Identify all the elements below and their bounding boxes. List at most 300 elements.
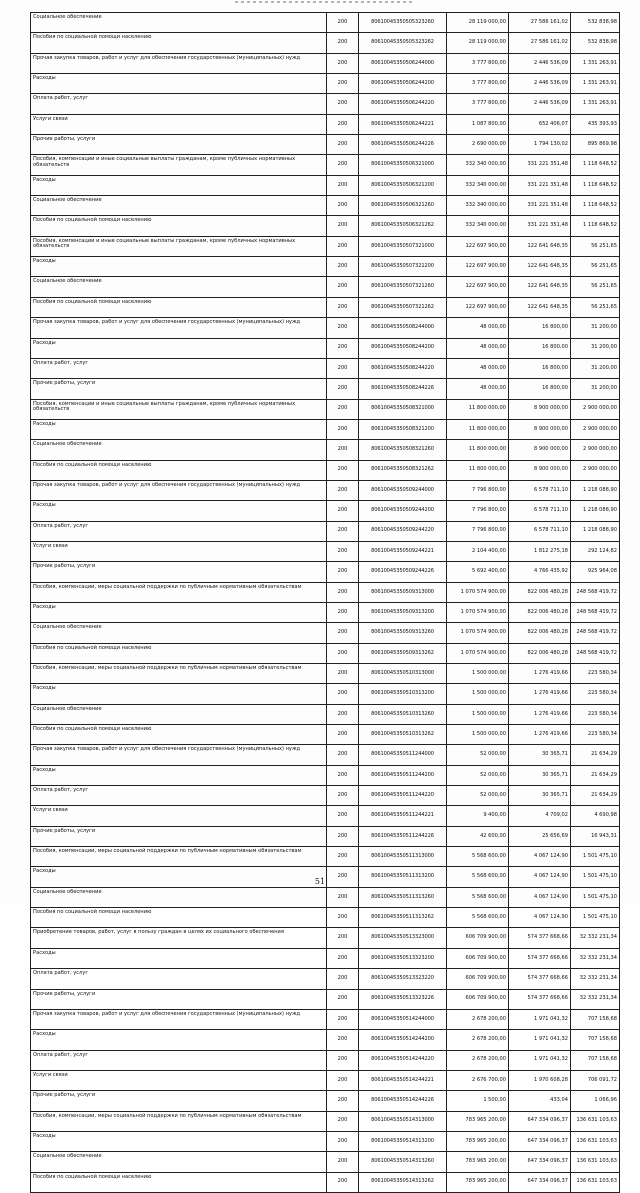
cell-unexecuted-amount: 136 631 103,63 bbox=[571, 1131, 620, 1151]
cell-budget-code: 80610045350508321200 bbox=[359, 419, 447, 439]
cell-executed-amount: 1 794 130,02 bbox=[509, 135, 571, 155]
cell-unexecuted-amount: 21 634,29 bbox=[571, 765, 620, 785]
cell-approved-amount: 2 676 700,00 bbox=[447, 1070, 509, 1090]
cell-budget-code: 80610045350511244221 bbox=[359, 806, 447, 826]
cell-executed-amount: 331 221 351,48 bbox=[509, 216, 571, 236]
cell-unexecuted-amount: 248 568 419,72 bbox=[571, 602, 620, 622]
cell-budget-code: 80610045350510313260 bbox=[359, 704, 447, 724]
cell-budget-code: 80610045350513323226 bbox=[359, 989, 447, 1009]
cell-approved-amount: 11 800 000,00 bbox=[447, 399, 509, 419]
cell-approved-amount: 52 000,00 bbox=[447, 786, 509, 806]
cell-admin-code: 200 bbox=[327, 806, 359, 826]
cell-budget-code: 80610045350506244221 bbox=[359, 114, 447, 134]
cell-executed-amount: 16 800,00 bbox=[509, 318, 571, 338]
cell-executed-amount: 574 377 668,66 bbox=[509, 948, 571, 968]
cell-unexecuted-amount: 532 838,98 bbox=[571, 33, 620, 53]
table-row bbox=[31, 684, 620, 704]
cell-budget-code: 80610045350514313200 bbox=[359, 1131, 447, 1151]
table-row bbox=[31, 928, 620, 948]
cell-name: Социальное обеспечение bbox=[31, 196, 327, 216]
cell-budget-code: 80610045350511244226 bbox=[359, 826, 447, 846]
cell-executed-amount: 4 709,02 bbox=[509, 806, 571, 826]
cell-unexecuted-amount: 707 158,68 bbox=[571, 1030, 620, 1050]
cell-name: Пособия, компенсации, меры социальной поддержки по публичным нормативным обязательствам bbox=[31, 1111, 327, 1131]
cell-admin-code: 200 bbox=[327, 562, 359, 582]
cell-admin-code: 200 bbox=[327, 1111, 359, 1131]
cell-name: Услуги связи bbox=[31, 1070, 327, 1090]
cell-budget-code: 80610045350505323262 bbox=[359, 33, 447, 53]
cell-unexecuted-amount: 32 332 231,34 bbox=[571, 948, 620, 968]
cell-name: Услуги связи bbox=[31, 541, 327, 561]
table-row bbox=[31, 521, 620, 541]
cell-approved-amount: 11 800 000,00 bbox=[447, 460, 509, 480]
cell-approved-amount: 5 568 600,00 bbox=[447, 887, 509, 907]
cell-name: Социальное обеспечение bbox=[31, 887, 327, 907]
cell-unexecuted-amount: 1 218 088,90 bbox=[571, 501, 620, 521]
table-row bbox=[31, 786, 620, 806]
cell-admin-code: 200 bbox=[327, 643, 359, 663]
cell-admin-code: 200 bbox=[327, 989, 359, 1009]
cell-executed-amount: 1 971 041,32 bbox=[509, 1030, 571, 1050]
cell-unexecuted-amount: 4 690,98 bbox=[571, 806, 620, 826]
cell-unexecuted-amount: 1 331 263,91 bbox=[571, 53, 620, 73]
cell-approved-amount: 122 697 900,00 bbox=[447, 277, 509, 297]
cell-approved-amount: 3 777 800,00 bbox=[447, 74, 509, 94]
cell-executed-amount: 30 365,71 bbox=[509, 765, 571, 785]
cell-unexecuted-amount: 223 580,34 bbox=[571, 684, 620, 704]
cell-budget-code: 80610045350508244200 bbox=[359, 338, 447, 358]
cell-executed-amount: 574 377 668,66 bbox=[509, 989, 571, 1009]
cell-approved-amount: 3 777 800,00 bbox=[447, 94, 509, 114]
cell-admin-code: 200 bbox=[327, 623, 359, 643]
cell-name: Прочая закупка товаров, работ и услуг для обеспечения государственных (муниципальных) нужд bbox=[31, 1009, 327, 1029]
cell-admin-code: 200 bbox=[327, 602, 359, 622]
cell-executed-amount: 2 446 536,09 bbox=[509, 53, 571, 73]
cell-executed-amount: 4 067 124,90 bbox=[509, 908, 571, 928]
table-row bbox=[31, 94, 620, 114]
cell-executed-amount: 822 006 480,28 bbox=[509, 623, 571, 643]
cell-approved-amount: 48 000,00 bbox=[447, 379, 509, 399]
table-row bbox=[31, 664, 620, 684]
cell-name: Прочие работы, услуги bbox=[31, 135, 327, 155]
cell-admin-code: 200 bbox=[327, 887, 359, 907]
cell-unexecuted-amount: 435 393,93 bbox=[571, 114, 620, 134]
table-row bbox=[31, 582, 620, 602]
cell-approved-amount: 783 965 200,00 bbox=[447, 1131, 509, 1151]
cell-admin-code: 200 bbox=[327, 826, 359, 846]
cell-budget-code: 80610045350509244000 bbox=[359, 480, 447, 500]
cell-admin-code: 200 bbox=[327, 94, 359, 114]
cell-name: Приобретение товаров, работ, услуг в пользу граждан в целях их социального обеспечения bbox=[31, 928, 327, 948]
table-row bbox=[31, 74, 620, 94]
cell-budget-code: 80610045350506321200 bbox=[359, 175, 447, 195]
cell-admin-code: 200 bbox=[327, 969, 359, 989]
cell-budget-code: 80610045350506244000 bbox=[359, 53, 447, 73]
cell-approved-amount: 48 000,00 bbox=[447, 338, 509, 358]
cell-budget-code: 80610045350511244220 bbox=[359, 786, 447, 806]
cell-name: Пособия по социальной помощи населению bbox=[31, 725, 327, 745]
table-row bbox=[31, 1131, 620, 1151]
cell-executed-amount: 1 276 419,66 bbox=[509, 704, 571, 724]
table-row bbox=[31, 948, 620, 968]
cell-unexecuted-amount: 1 501 475,10 bbox=[571, 867, 620, 887]
cell-budget-code: 80610045350507321262 bbox=[359, 297, 447, 317]
cell-executed-amount: 27 586 161,02 bbox=[509, 33, 571, 53]
cell-name: Социальное обеспечение bbox=[31, 704, 327, 724]
cell-budget-code: 80610045350514313000 bbox=[359, 1111, 447, 1131]
cell-executed-amount: 574 377 668,66 bbox=[509, 969, 571, 989]
cell-name: Пособия, компенсации и иные социальные выплаты гражданам, кроме публичных нормативных обязательств bbox=[31, 236, 327, 256]
cell-name: Пособия по социальной помощи населению bbox=[31, 33, 327, 53]
cell-approved-amount: 783 965 200,00 bbox=[447, 1172, 509, 1192]
cell-budget-code: 80610045350514244221 bbox=[359, 1070, 447, 1090]
cell-admin-code: 200 bbox=[327, 74, 359, 94]
cell-name: Прочие работы, услуги bbox=[31, 826, 327, 846]
cell-admin-code: 200 bbox=[327, 175, 359, 195]
cell-unexecuted-amount: 56 251,65 bbox=[571, 257, 620, 277]
cell-name: Пособия по социальной помощи населению bbox=[31, 297, 327, 317]
cell-executed-amount: 30 365,71 bbox=[509, 745, 571, 765]
cell-executed-amount: 1 812 275,18 bbox=[509, 541, 571, 561]
cell-executed-amount: 1 971 041,32 bbox=[509, 1009, 571, 1029]
cell-approved-amount: 52 000,00 bbox=[447, 765, 509, 785]
table-row bbox=[31, 1070, 620, 1090]
cell-budget-code: 80610045350508244226 bbox=[359, 379, 447, 399]
cell-admin-code: 200 bbox=[327, 277, 359, 297]
cell-executed-amount: 1 971 041,32 bbox=[509, 1050, 571, 1070]
cell-budget-code: 80610045350509244221 bbox=[359, 541, 447, 561]
cell-unexecuted-amount: 32 332 231,34 bbox=[571, 928, 620, 948]
cell-budget-code: 80610045350508321000 bbox=[359, 399, 447, 419]
cell-unexecuted-amount: 32 332 231,34 bbox=[571, 989, 620, 1009]
cell-executed-amount: 27 586 161,02 bbox=[509, 13, 571, 33]
cell-approved-amount: 5 692 400,00 bbox=[447, 562, 509, 582]
table-row bbox=[31, 501, 620, 521]
table-row bbox=[31, 135, 620, 155]
cell-executed-amount: 1 276 419,66 bbox=[509, 725, 571, 745]
cell-budget-code: 80610045350514244220 bbox=[359, 1050, 447, 1070]
cell-approved-amount: 783 965 200,00 bbox=[447, 1152, 509, 1172]
cell-approved-amount: 2 104 400,00 bbox=[447, 541, 509, 561]
cell-unexecuted-amount: 1 118 648,52 bbox=[571, 196, 620, 216]
cell-name: Расходы bbox=[31, 948, 327, 968]
cell-admin-code: 200 bbox=[327, 1131, 359, 1151]
cell-approved-amount: 48 000,00 bbox=[447, 358, 509, 378]
cell-name: Пособия, компенсации, меры социальной поддержки по публичным нормативным обязательствам bbox=[31, 664, 327, 684]
cell-name: Расходы bbox=[31, 419, 327, 439]
cell-admin-code: 200 bbox=[327, 664, 359, 684]
scan-edge-mark bbox=[235, 1, 415, 3]
table-row bbox=[31, 33, 620, 53]
cell-unexecuted-amount: 21 634,29 bbox=[571, 786, 620, 806]
cell-approved-amount: 332 340 000,00 bbox=[447, 155, 509, 175]
table-row bbox=[31, 1091, 620, 1111]
cell-unexecuted-amount: 31 200,00 bbox=[571, 318, 620, 338]
cell-name: Прочие работы, услуги bbox=[31, 379, 327, 399]
table-row bbox=[31, 114, 620, 134]
cell-approved-amount: 1 070 574 900,00 bbox=[447, 582, 509, 602]
table-row bbox=[31, 13, 620, 33]
cell-name: Пособия по социальной помощи населению bbox=[31, 460, 327, 480]
cell-executed-amount: 647 334 096,37 bbox=[509, 1172, 571, 1192]
table-row bbox=[31, 989, 620, 1009]
cell-budget-code: 80610045350513323000 bbox=[359, 928, 447, 948]
cell-unexecuted-amount: 1 118 648,52 bbox=[571, 216, 620, 236]
cell-executed-amount: 574 377 668,66 bbox=[509, 928, 571, 948]
cell-executed-amount: 8 900 000,00 bbox=[509, 399, 571, 419]
cell-approved-amount: 7 796 800,00 bbox=[447, 521, 509, 541]
table-row bbox=[31, 53, 620, 73]
cell-unexecuted-amount: 223 580,34 bbox=[571, 664, 620, 684]
cell-admin-code: 200 bbox=[327, 1050, 359, 1070]
cell-approved-amount: 606 709 900,00 bbox=[447, 928, 509, 948]
cell-name: Пособия, компенсации и иные социальные выплаты гражданам, кроме публичных нормативных обязательств bbox=[31, 399, 327, 419]
cell-budget-code: 80610045350509313260 bbox=[359, 623, 447, 643]
cell-approved-amount: 1 087 800,00 bbox=[447, 114, 509, 134]
cell-name: Прочая закупка товаров, работ и услуг для обеспечения государственных (муниципальных) нужд bbox=[31, 318, 327, 338]
cell-admin-code: 200 bbox=[327, 399, 359, 419]
cell-approved-amount: 11 800 000,00 bbox=[447, 440, 509, 460]
cell-budget-code: 80610045350510313200 bbox=[359, 684, 447, 704]
cell-approved-amount: 2 690 000,00 bbox=[447, 135, 509, 155]
table-row bbox=[31, 196, 620, 216]
cell-executed-amount: 4 766 435,92 bbox=[509, 562, 571, 582]
cell-executed-amount: 1 276 419,66 bbox=[509, 684, 571, 704]
table-row bbox=[31, 175, 620, 195]
cell-name: Оплата работ, услуг bbox=[31, 521, 327, 541]
cell-executed-amount: 647 334 096,37 bbox=[509, 1131, 571, 1151]
cell-approved-amount: 2 678 200,00 bbox=[447, 1050, 509, 1070]
cell-approved-amount: 606 709 900,00 bbox=[447, 969, 509, 989]
cell-executed-amount: 6 578 711,10 bbox=[509, 480, 571, 500]
cell-admin-code: 200 bbox=[327, 786, 359, 806]
cell-admin-code: 200 bbox=[327, 379, 359, 399]
cell-unexecuted-amount: 32 332 231,34 bbox=[571, 969, 620, 989]
cell-executed-amount: 122 641 648,35 bbox=[509, 257, 571, 277]
table-row bbox=[31, 277, 620, 297]
table-row bbox=[31, 440, 620, 460]
cell-unexecuted-amount: 2 900 000,00 bbox=[571, 460, 620, 480]
cell-approved-amount: 1 070 574 900,00 bbox=[447, 602, 509, 622]
cell-budget-code: 80610045350507321000 bbox=[359, 236, 447, 256]
cell-executed-amount: 331 221 351,48 bbox=[509, 196, 571, 216]
cell-executed-amount: 16 800,00 bbox=[509, 338, 571, 358]
cell-executed-amount: 2 446 536,09 bbox=[509, 94, 571, 114]
cell-budget-code: 80610045350507321260 bbox=[359, 277, 447, 297]
cell-unexecuted-amount: 895 869,98 bbox=[571, 135, 620, 155]
cell-unexecuted-amount: 1 218 088,90 bbox=[571, 480, 620, 500]
cell-executed-amount: 331 221 351,48 bbox=[509, 155, 571, 175]
cell-admin-code: 200 bbox=[327, 1172, 359, 1192]
table-row bbox=[31, 1009, 620, 1029]
cell-name: Прочие работы, услуги bbox=[31, 1091, 327, 1111]
cell-admin-code: 200 bbox=[327, 338, 359, 358]
cell-unexecuted-amount: 532 838,98 bbox=[571, 13, 620, 33]
table-row bbox=[31, 1111, 620, 1131]
cell-budget-code: 80610045350511244200 bbox=[359, 765, 447, 785]
cell-unexecuted-amount: 31 200,00 bbox=[571, 358, 620, 378]
cell-unexecuted-amount: 2 900 000,00 bbox=[571, 399, 620, 419]
cell-admin-code: 200 bbox=[327, 847, 359, 867]
cell-budget-code: 80610045350506244200 bbox=[359, 74, 447, 94]
cell-budget-code: 80610045350514244000 bbox=[359, 1009, 447, 1029]
table-row bbox=[31, 704, 620, 724]
cell-unexecuted-amount: 925 964,08 bbox=[571, 562, 620, 582]
cell-executed-amount: 6 578 711,10 bbox=[509, 501, 571, 521]
cell-executed-amount: 2 446 536,09 bbox=[509, 74, 571, 94]
cell-budget-code: 80610045350510313262 bbox=[359, 725, 447, 745]
table-row bbox=[31, 908, 620, 928]
cell-budget-code: 80610045350509313200 bbox=[359, 602, 447, 622]
cell-admin-code: 200 bbox=[327, 33, 359, 53]
cell-budget-code: 80610045350511313262 bbox=[359, 908, 447, 928]
cell-name: Прочая закупка товаров, работ и услуг для обеспечения государственных (муниципальных) нужд bbox=[31, 53, 327, 73]
cell-unexecuted-amount: 1 501 475,10 bbox=[571, 847, 620, 867]
cell-unexecuted-amount: 16 943,31 bbox=[571, 826, 620, 846]
cell-unexecuted-amount: 136 631 103,63 bbox=[571, 1111, 620, 1131]
cell-name: Социальное обеспечение bbox=[31, 1152, 327, 1172]
cell-admin-code: 200 bbox=[327, 13, 359, 33]
cell-executed-amount: 8 900 000,00 bbox=[509, 440, 571, 460]
table-row bbox=[31, 318, 620, 338]
cell-approved-amount: 7 796 800,00 bbox=[447, 501, 509, 521]
cell-budget-code: 80610045350511313000 bbox=[359, 847, 447, 867]
cell-unexecuted-amount: 707 158,68 bbox=[571, 1050, 620, 1070]
cell-approved-amount: 783 965 200,00 bbox=[447, 1111, 509, 1131]
cell-approved-amount: 122 697 900,00 bbox=[447, 236, 509, 256]
cell-approved-amount: 28 119 000,00 bbox=[447, 13, 509, 33]
cell-name: Расходы bbox=[31, 175, 327, 195]
cell-budget-code: 80610045350509313262 bbox=[359, 643, 447, 663]
cell-executed-amount: 122 641 648,35 bbox=[509, 277, 571, 297]
cell-unexecuted-amount: 1 331 263,91 bbox=[571, 74, 620, 94]
cell-unexecuted-amount: 31 200,00 bbox=[571, 379, 620, 399]
cell-budget-code: 80610045350507321200 bbox=[359, 257, 447, 277]
cell-budget-code: 80610045350514313262 bbox=[359, 1172, 447, 1192]
cell-executed-amount: 822 006 480,28 bbox=[509, 643, 571, 663]
cell-budget-code: 80610045350511313200 bbox=[359, 867, 447, 887]
cell-executed-amount: 30 365,71 bbox=[509, 786, 571, 806]
table-row bbox=[31, 297, 620, 317]
cell-budget-code: 80610045350506321262 bbox=[359, 216, 447, 236]
table-row bbox=[31, 623, 620, 643]
cell-approved-amount: 122 697 900,00 bbox=[447, 297, 509, 317]
cell-admin-code: 200 bbox=[327, 704, 359, 724]
cell-approved-amount: 7 796 800,00 bbox=[447, 480, 509, 500]
cell-executed-amount: 647 334 096,37 bbox=[509, 1152, 571, 1172]
cell-executed-amount: 16 800,00 bbox=[509, 358, 571, 378]
cell-name: Оплата работ, услуг bbox=[31, 358, 327, 378]
table-row bbox=[31, 847, 620, 867]
cell-unexecuted-amount: 248 568 419,72 bbox=[571, 623, 620, 643]
cell-name: Пособия, компенсации, меры социальной поддержки по публичным нормативным обязательствам bbox=[31, 847, 327, 867]
cell-name: Пособия по социальной помощи населению bbox=[31, 643, 327, 663]
cell-approved-amount: 5 568 600,00 bbox=[447, 847, 509, 867]
cell-admin-code: 200 bbox=[327, 541, 359, 561]
cell-approved-amount: 122 697 900,00 bbox=[447, 257, 509, 277]
cell-approved-amount: 52 000,00 bbox=[447, 745, 509, 765]
cell-approved-amount: 42 600,00 bbox=[447, 826, 509, 846]
cell-unexecuted-amount: 1 501 475,10 bbox=[571, 908, 620, 928]
cell-name: Пособия, компенсации, меры социальной поддержки по публичным нормативным обязательствам bbox=[31, 582, 327, 602]
cell-admin-code: 200 bbox=[327, 521, 359, 541]
cell-name: Пособия по социальной помощи населению bbox=[31, 216, 327, 236]
cell-name: Расходы bbox=[31, 765, 327, 785]
table-row bbox=[31, 399, 620, 419]
cell-unexecuted-amount: 248 568 419,72 bbox=[571, 582, 620, 602]
cell-admin-code: 200 bbox=[327, 297, 359, 317]
table-row bbox=[31, 745, 620, 765]
cell-approved-amount: 606 709 900,00 bbox=[447, 948, 509, 968]
table-row bbox=[31, 602, 620, 622]
cell-unexecuted-amount: 136 631 103,63 bbox=[571, 1152, 620, 1172]
cell-name: Пособия, компенсации и иные социальные выплаты гражданам, кроме публичных нормативных обязательств bbox=[31, 155, 327, 175]
cell-admin-code: 200 bbox=[327, 358, 359, 378]
cell-executed-amount: 6 578 711,10 bbox=[509, 521, 571, 541]
cell-admin-code: 200 bbox=[327, 765, 359, 785]
cell-approved-amount: 2 678 200,00 bbox=[447, 1030, 509, 1050]
table-row bbox=[31, 338, 620, 358]
cell-name: Оплата работ, услуг bbox=[31, 94, 327, 114]
cell-unexecuted-amount: 248 568 419,72 bbox=[571, 643, 620, 663]
cell-budget-code: 80610045350506321000 bbox=[359, 155, 447, 175]
cell-executed-amount: 652 406,07 bbox=[509, 114, 571, 134]
cell-name: Расходы bbox=[31, 74, 327, 94]
cell-admin-code: 200 bbox=[327, 928, 359, 948]
cell-approved-amount: 28 119 000,00 bbox=[447, 33, 509, 53]
cell-name: Расходы bbox=[31, 257, 327, 277]
cell-admin-code: 200 bbox=[327, 114, 359, 134]
cell-budget-code: 80610045350508321262 bbox=[359, 460, 447, 480]
cell-executed-amount: 433,04 bbox=[509, 1091, 571, 1111]
cell-budget-code: 80610045350511244000 bbox=[359, 745, 447, 765]
cell-budget-code: 80610045350513323200 bbox=[359, 948, 447, 968]
cell-approved-amount: 1 500 000,00 bbox=[447, 664, 509, 684]
table-row bbox=[31, 969, 620, 989]
cell-unexecuted-amount: 136 631 103,63 bbox=[571, 1172, 620, 1192]
cell-admin-code: 200 bbox=[327, 1091, 359, 1111]
cell-admin-code: 200 bbox=[327, 135, 359, 155]
cell-unexecuted-amount: 292 124,82 bbox=[571, 541, 620, 561]
cell-admin-code: 200 bbox=[327, 53, 359, 73]
cell-name: Пособия по социальной помощи населению bbox=[31, 1172, 327, 1192]
cell-executed-amount: 647 334 096,37 bbox=[509, 1111, 571, 1131]
cell-executed-amount: 4 067 124,90 bbox=[509, 847, 571, 867]
cell-admin-code: 200 bbox=[327, 419, 359, 439]
table-row bbox=[31, 806, 620, 826]
cell-unexecuted-amount: 1 118 648,52 bbox=[571, 175, 620, 195]
cell-approved-amount: 332 340 000,00 bbox=[447, 216, 509, 236]
table-row bbox=[31, 826, 620, 846]
cell-unexecuted-amount: 706 091,72 bbox=[571, 1070, 620, 1090]
cell-budget-code: 80610045350506321260 bbox=[359, 196, 447, 216]
cell-approved-amount: 3 777 800,00 bbox=[447, 53, 509, 73]
cell-admin-code: 200 bbox=[327, 1009, 359, 1029]
cell-executed-amount: 822 006 480,28 bbox=[509, 582, 571, 602]
cell-name: Прочие работы, услуги bbox=[31, 562, 327, 582]
cell-admin-code: 200 bbox=[327, 257, 359, 277]
cell-admin-code: 200 bbox=[327, 216, 359, 236]
cell-budget-code: 80610045350510313000 bbox=[359, 664, 447, 684]
cell-admin-code: 200 bbox=[327, 480, 359, 500]
cell-executed-amount: 8 900 000,00 bbox=[509, 419, 571, 439]
table-row bbox=[31, 155, 620, 175]
cell-admin-code: 200 bbox=[327, 155, 359, 175]
table-row bbox=[31, 562, 620, 582]
cell-name: Услуги связи bbox=[31, 806, 327, 826]
cell-admin-code: 200 bbox=[327, 684, 359, 704]
cell-name: Социальное обеспечение bbox=[31, 277, 327, 297]
